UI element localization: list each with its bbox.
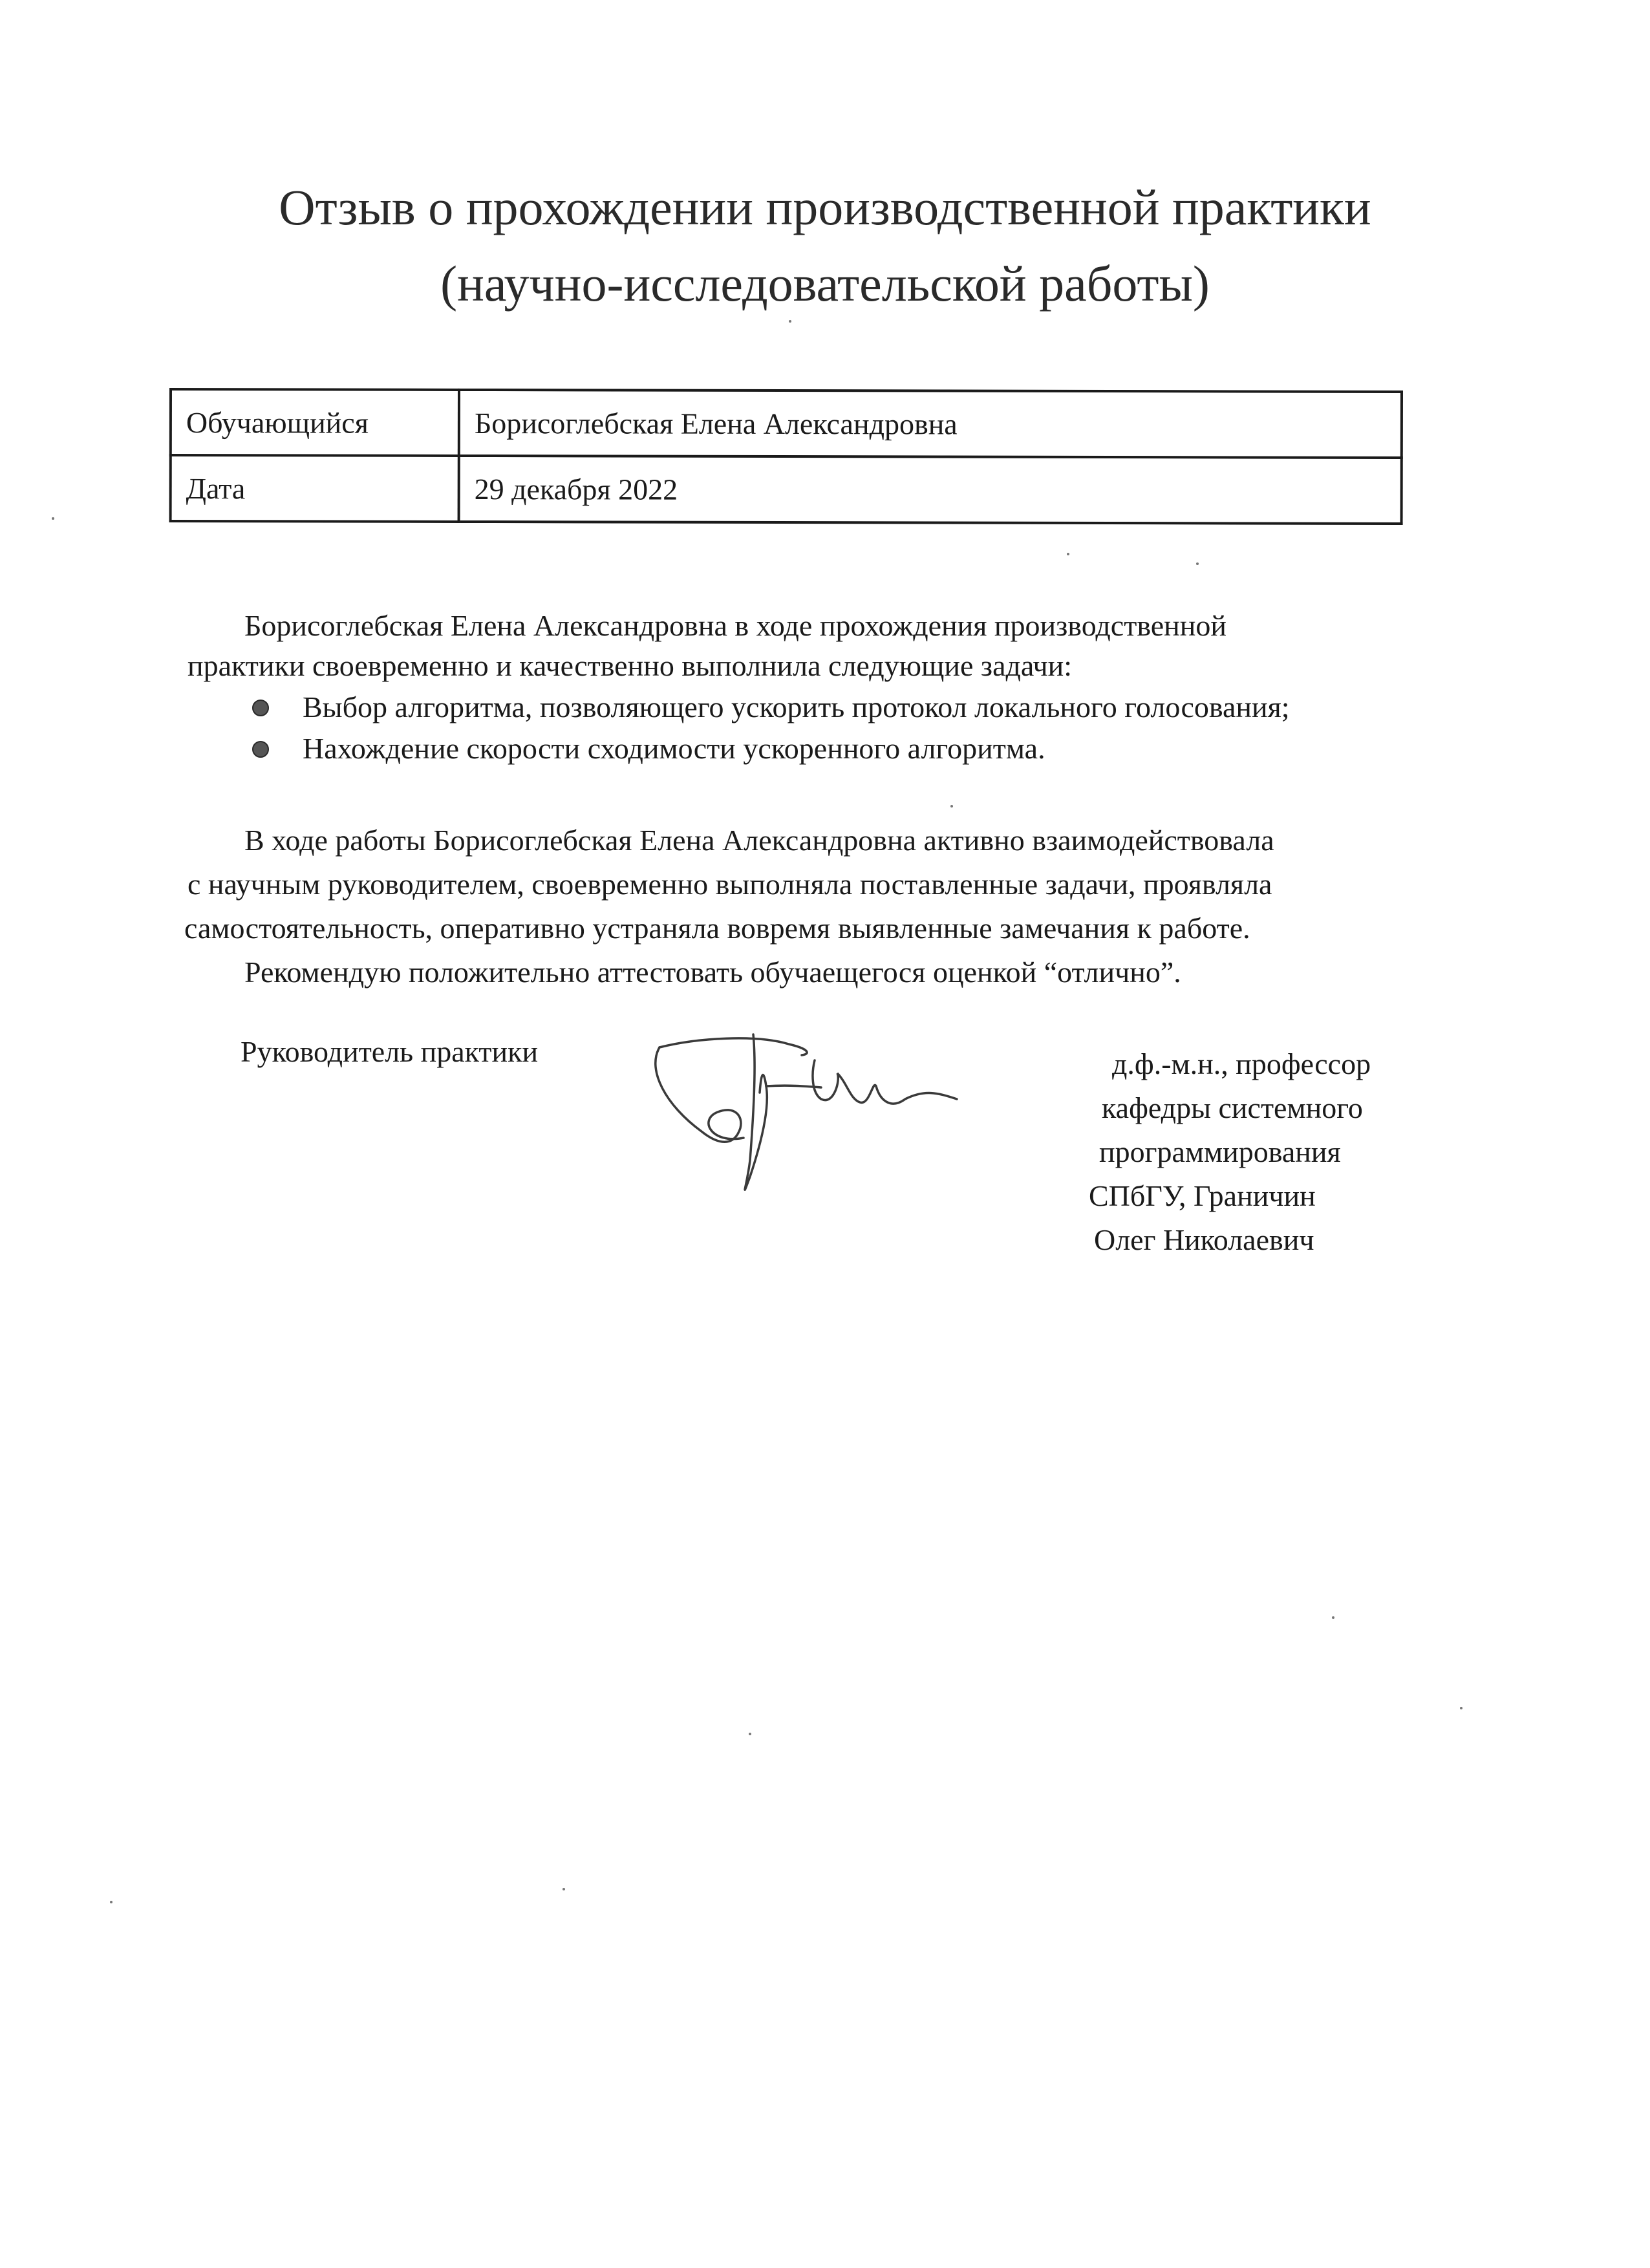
task-list-item-2 — [303, 727, 1045, 771]
task-list-item-1 — [303, 685, 1290, 729]
student-value: Борисоглебская Елена Александровна — [459, 390, 1402, 458]
title-line-2: (научно-исследовательской работы) — [440, 255, 1210, 312]
table-row-student — [171, 389, 1402, 458]
scan-speck — [1460, 1707, 1462, 1709]
date-value: 29 декабря 2022 — [459, 456, 1402, 524]
supervisor-line-1: д.ф.-м.н., профессор — [1112, 1047, 1371, 1080]
document-title — [0, 169, 1650, 322]
bullet-icon — [252, 700, 269, 716]
task-1-text: Выбор алгоритма, позволяющего ускорить протокол локального голосования; — [303, 690, 1290, 723]
student-label: Обучающийся — [171, 389, 459, 456]
scan-speck — [749, 1733, 751, 1735]
task-2-text: Нахождение скорости сходимости ускоренного алгоритма. — [303, 732, 1045, 765]
supervisor-line-5: Олег Николаевич — [1094, 1223, 1314, 1256]
date-label: Дата — [171, 455, 459, 522]
supervisor-line-4: СПбГУ, Граничин — [1089, 1179, 1316, 1212]
recommendation-text: Рекомендую положительно аттестовать обучаещегося оценкой “отлично”. — [244, 956, 1181, 989]
info-table — [169, 388, 1403, 525]
supervisor-line-3: программирования — [1099, 1135, 1341, 1168]
supervisor-details — [1080, 1042, 1371, 1262]
bullet-icon — [252, 741, 269, 758]
scan-speck — [1067, 553, 1069, 555]
scan-speck — [950, 805, 953, 808]
scan-speck — [562, 1888, 565, 1890]
paragraph2-line2: с научным руководителем, своевременно выполняла поставленные задачи, проявляла — [188, 868, 1272, 901]
paragraph1-line2: практики своевременно и качественно выполнила следующие задачи: — [188, 649, 1073, 682]
scan-speck — [1196, 562, 1199, 565]
scan-speck — [110, 1901, 112, 1903]
paragraph2-line3: самостоятельность, оперативно устраняла вовремя выявленные замечания к работе. — [184, 912, 1250, 945]
paragraph2-line1: В ходе работы Борисоглебская Елена Александровна активно взаимодействовала — [244, 824, 1274, 857]
scan-speck — [789, 320, 791, 323]
signature-image — [627, 1009, 963, 1209]
table-row-date — [171, 455, 1402, 524]
scan-speck — [1332, 1616, 1334, 1619]
paragraph1-line1: Борисоглебская Елена Александровна в ходе прохождения производственной — [244, 609, 1227, 642]
supervisor-label: Руководитель практики — [241, 1035, 539, 1068]
supervisor-line-2: кафедры системного — [1102, 1091, 1363, 1124]
title-line-1: Отзыв о прохождении производственной практики — [279, 179, 1371, 235]
scan-speck — [52, 517, 54, 520]
